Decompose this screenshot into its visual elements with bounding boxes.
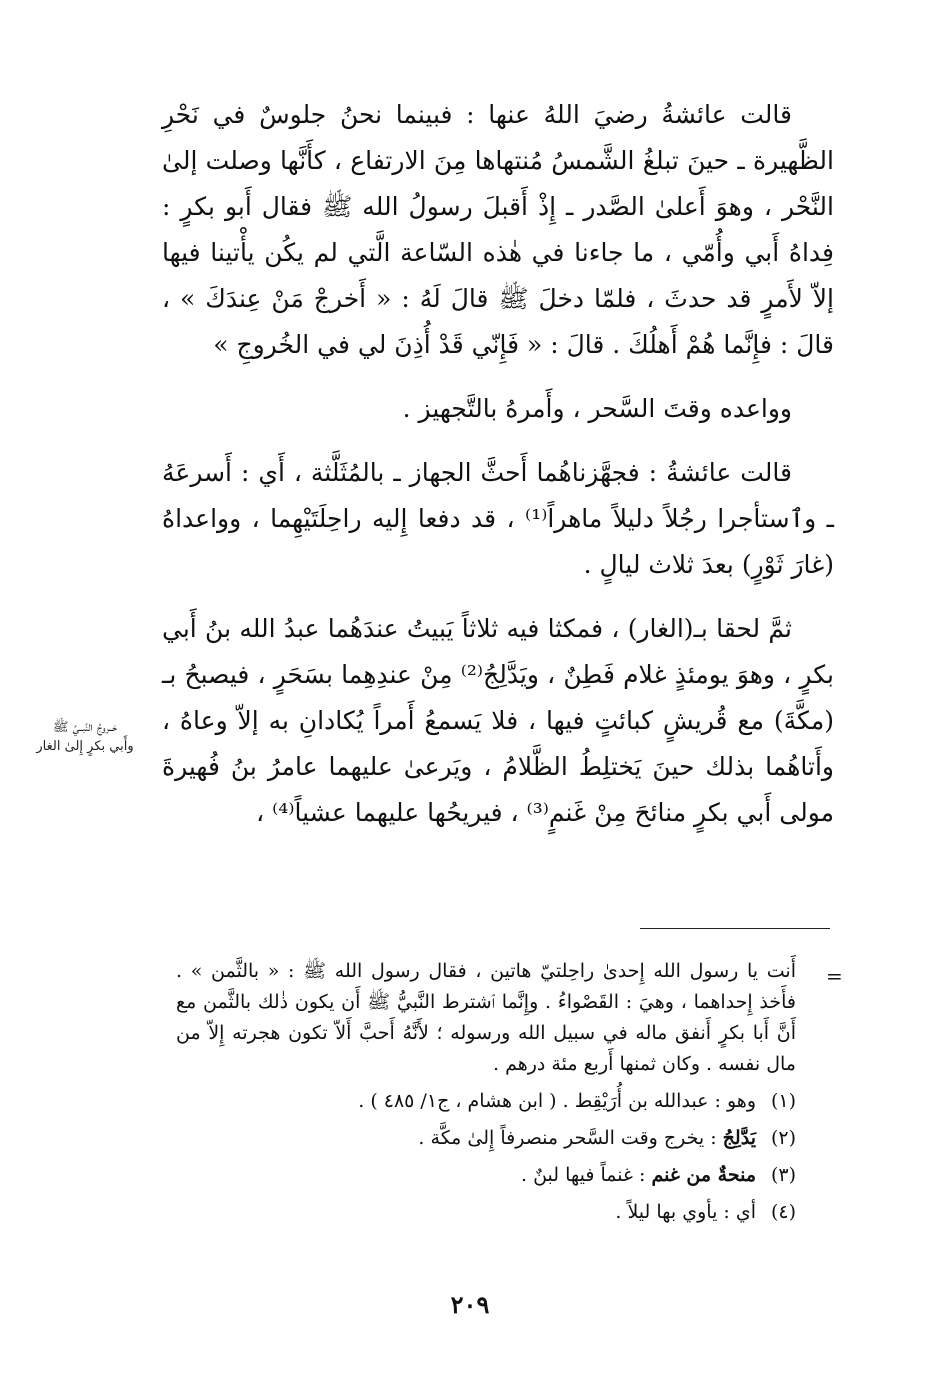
margin-heading-line-2: وأَبي بكرٍ إِلىٰ الغار: [36, 739, 134, 754]
margin-heading: [14, 718, 156, 756]
footnote-text: وهو : عبدالله بن أُرَيْقِط . ( ابن هشام ، ج١/ ٤٨٥ ) .: [358, 1090, 756, 1112]
footnote-continuation: أَنت يا رسول الله إِحدىٰ راحِلتيّ هاتين ، فقال رسول الله ﷺ : « بالثَّمن » . فأَخذ إِحداهما ، وهيَ : القَصْواءُ . وإِنَّما ٱشترط النَّبيُّ ﷺ أَن يكون ذٰلك بالثَّمن مع أَنَّ أَبا بكرٍ أَنفق ماله في سبيل الله ورسوله ؛ لأَنَّهُ أَحبَّ أَلاّ تكون هجرته إِلاّ من مال نفسه . وكان ثمنها أَربع مئة درهم .: [176, 960, 796, 1075]
page-number: ٢٠٩: [450, 1290, 490, 1319]
footnote-number: (١): [770, 1090, 796, 1112]
main-text: [162, 92, 834, 836]
footnote-number: (٢): [770, 1127, 796, 1149]
paragraph-aisha-narration: قالت عائشةُ رضيَ اللهُ عنها : فبينما نحنُ جلوسٌ في نَحْرِ الظَّهيرة ـ حينَ تبلغُ الشَّمسُ مُنتهاها مِنَ الارتفاع ، كأَنَّها وصلت إلىٰ النَّحْر ، وهوَ أَعلىٰ الصَّدر ـ إِذْ أَقبلَ رسولُ الله ﷺ فقال أَبو بكرٍ : فِداهُ أَبي وأُمّي ، ما جاءنا في هٰذه السّاعة الَّتي لم يكُن يأْتينا فيها إلاّ لأَمرٍ قد حدثَ ، فلمّا دخلَ ﷺ قالَ لَهُ : « أَخرجْ مَنْ عِندَكَ » ، قالَ : فإِنَّما هُمْ أَهلُكَ . قالَ : « فَإِنّي قَدْ أُذِنَ لي في الخُروجِ »: [162, 100, 834, 359]
margin-heading-line-1: خــروجُ النَّبــيِّ ﷺ: [52, 720, 118, 735]
paragraph-cave: ثمَّ لحقا بـ(الغار) ، فمكثا فيه ثلاثاً يَبيتُ عندَهُما عبدُ الله بنُ أَبي بكرٍ ، وهوَ يومئذٍ غلام فَطِنٌ ، ويَدَّلِجُ⁽²⁾ مِنْ عندِهِما بسَحَرٍ ، فيصبحُ بـ (مكَّةَ) مع قُريشٍ كبائتٍ فيها ، فلا يَسمعُ أَمراً يُكادانِ به إلاّ وعاهُ ، وأَتاهُما بذلك حينَ يَختلِطُ الظَّلامُ ، ويَرعىٰ عليهما عامرُ بنُ فُهيرةَ مولى أَبي بكرٍ منائحَ مِنْ غَنمٍ⁽³⁾ ، فيريحُها عليهما عشياً⁽⁴⁾ ،: [162, 614, 834, 827]
footnote-term: يَدَّلِجُ: [722, 1127, 756, 1149]
footnote-text: أي : يأوي بها ليلاً .: [615, 1201, 756, 1223]
footnote-4: [176, 1197, 796, 1228]
footnote-number: (٣): [770, 1164, 796, 1186]
footnote-1: [176, 1086, 796, 1117]
footnote-number: (٤): [770, 1201, 796, 1223]
footnote-text: : غنماً فيها لبنٌ .: [521, 1164, 652, 1186]
footnote-3: [176, 1160, 796, 1191]
paragraph-appointment: وواعده وقتَ السَّحر ، وأَمرهُ بالتَّجهيز .: [402, 394, 792, 423]
footnote-continuation-mark: =: [826, 964, 843, 988]
paragraph-preparation: قالت عائشةُ : فجهَّزناهُما أَحثَّ الجهاز ـ بالمُثَلَّثة ، أَي : أَسرعَهُ ـ وٱستأجرا رجُلاً دليلاً ماهراً⁽¹⁾ ، قد دفعا إِليه راحِلَتَيْهِما ، وواعداهُ (غارَ ثَوْرٍ) بعدَ ثلاث ليالٍ .: [162, 458, 834, 579]
footnote-2: [176, 1123, 796, 1154]
footnote-term: منحةٌ من غنم: [651, 1164, 756, 1186]
footnotes: [176, 956, 796, 1228]
footnote-text: : يخرج وقت السَّحر منصرفاً إِلىٰ مكَّة .: [418, 1127, 723, 1149]
footnote-separator: [640, 928, 830, 929]
